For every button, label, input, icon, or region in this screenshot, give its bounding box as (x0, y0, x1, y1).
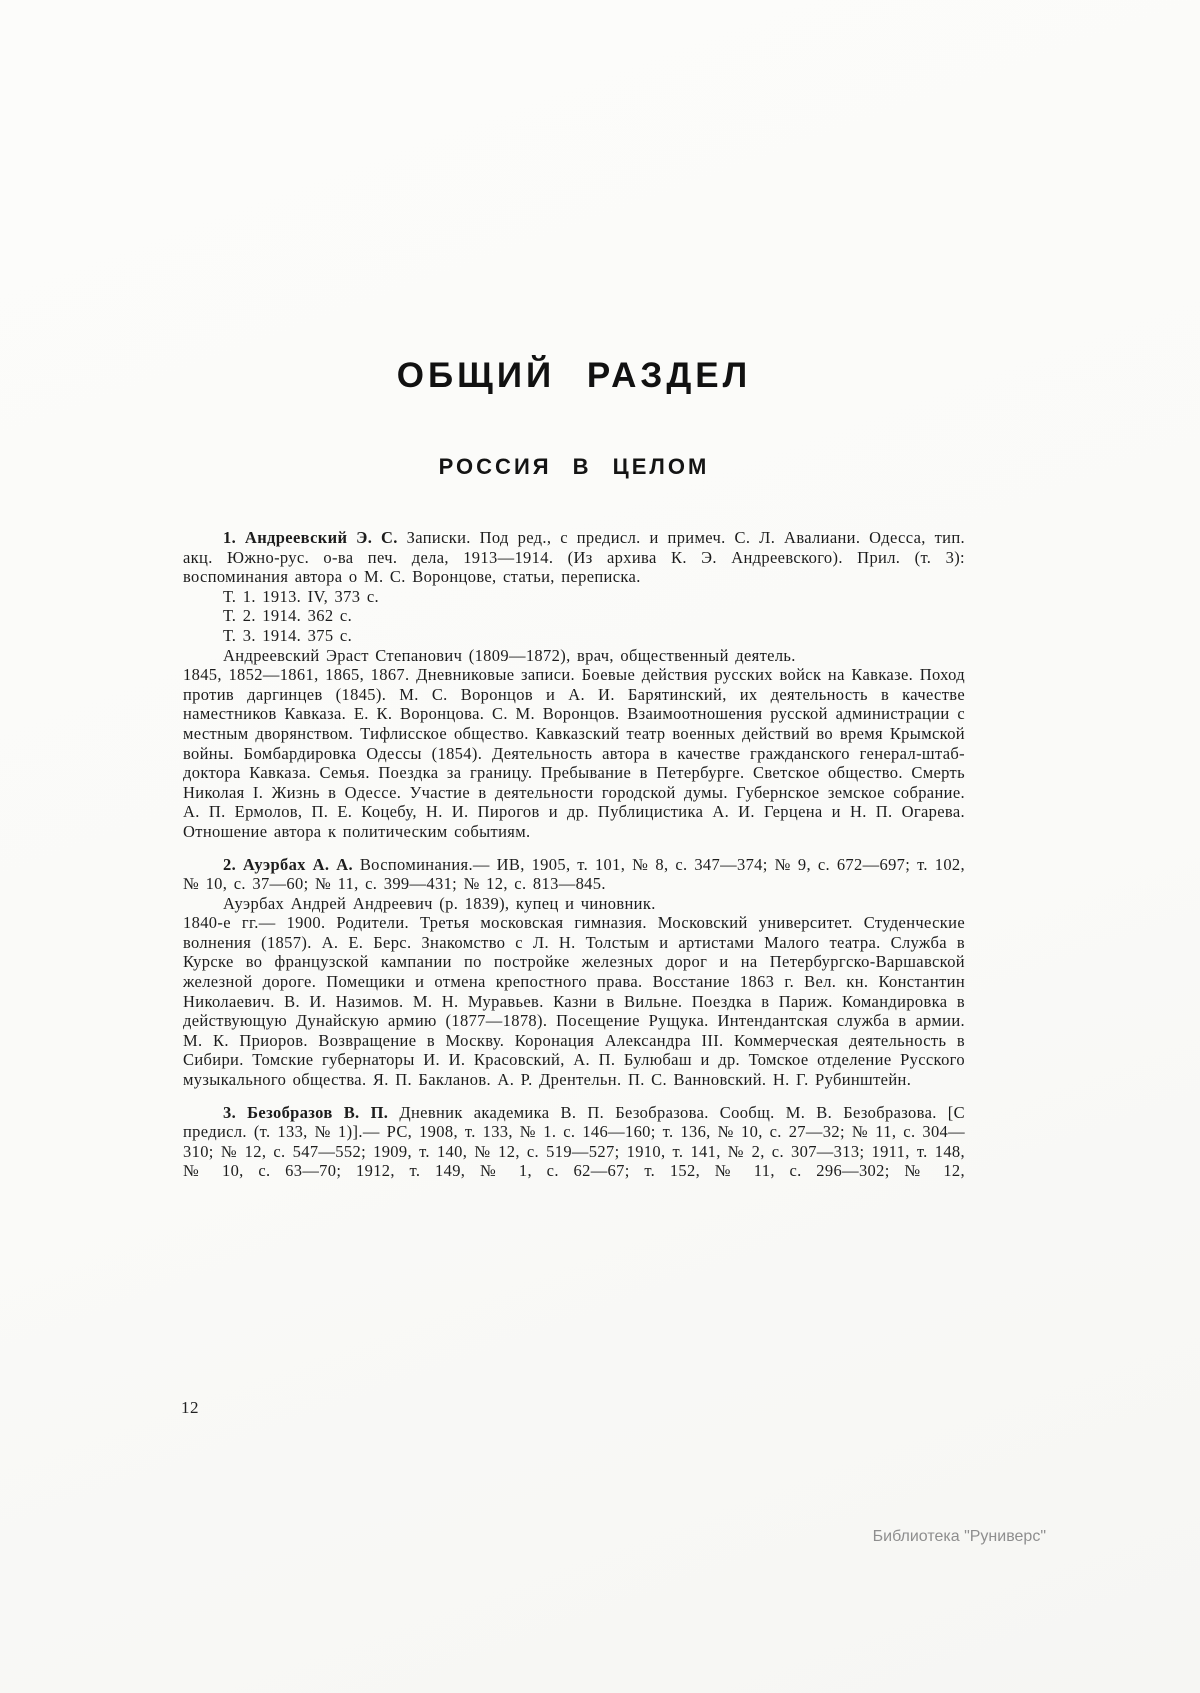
library-watermark: Библиотека "Руниверс" (872, 1528, 1046, 1545)
entry-head-text: Дневник академика В. П. Безобразова. Сообщ. М. В. Безобразова. [С предисл. (т. 133, № 1)].— РС, 1908, т. 133, № 1. с. 146—160; т. 136, № 10, с. 27—32; № 11, с. 304—310; № 12, с. 547—552; 1909, т. 140, № 12, с. 519—527; 1910, т. 141, № 2, с. 307—313; 1911, т. 148, № 10, с. 63—70; 1912, т. 149, № 1, с. 62—67; т. 152, № 11, с. 296—302; № 12, (183, 1102, 966, 1181)
entry-head (183, 1103, 965, 1181)
volume-line: Т. 1. 1913. IV, 373 с. (223, 586, 379, 606)
page-title: ОБЩИЙ РАЗДЕЛ (396, 356, 752, 395)
section-subtitle: РОССИЯ В ЦЕЛОМ (438, 454, 710, 479)
entry-lead: 2. Ауэрбах А. А. (223, 854, 353, 874)
annotation-paragraph: 1840-е гг.— 1900. Родители. Третья московская гимназия. Московский университет. Студенческие волнения (1857). А. Е. Берс. Знакомство с Л. Н. Толстым и артистами Малого театра. Служба в Курске во французской кампании по постройке железных дорог и на Петербургско-Варшавской железной дороге. Помещики и отмена крепостного права. Восстание 1863 г. Вел. кн. Константин Николаевич. В. И. Назимов. М. Н. Муравьев. Казни в Вильне. Поездка в Париж. Командировка в действующую Дунайскую армию (1877—1878). Посещение Рущука. Интендантская служба в армии. М. К. Приоров. Возвращение в Москву. Коронация Александра III. Коммерческая деятельность в Сибири. Томские губернаторы И. И. Красовский, А. П. Булюбаш и др. Томское отделение Русского музыкального общества. Я. П. Бакланов. А. Р. Дрентельн. П. С. Ванновский. Н. Г. Рубинштейн. (183, 913, 965, 1090)
bib-entry-3 (183, 1103, 965, 1181)
bib-entry-1 (183, 528, 965, 842)
bib-entry-2 (183, 855, 965, 1090)
entry-head (183, 855, 965, 894)
volume-line: Т. 3. 1914. 375 с. (223, 625, 353, 645)
volume-line: Т. 2. 1914. 362 с. (223, 606, 353, 626)
bio-paragraph: Андреевский Эраст Степанович (1809—1872), врач, общественный деятель. (223, 645, 796, 665)
entry-lead: 3. Безобразов В. П. (223, 1102, 389, 1122)
entry-head (183, 528, 965, 587)
entry-lead: 1. Андреевский Э. С. (223, 528, 398, 547)
entry-head-text: Воспоминания.— ИВ, 1905, т. 101, № 8, с. 347—374; № 9, с. 672—697; т. 102, № 10, с. 37—60; № 11, с. 399—431; № 12, с. 813—845. (183, 854, 965, 894)
bio-paragraph: Ауэрбах Андрей Андреевич (р. 1839), купец и чиновник. (223, 893, 656, 913)
annotation-paragraph: 1845, 1852—1861, 1865, 1867. Дневниковые записи. Боевые действия русских войск на Кавказе. Поход против даргинцев (1845). М. С. Воронцов и А. И. Барятинский, их деятельность в качестве наместников Кавказа. Е. К. Воронцова. С. М. Воронцов. Взаимоотношения русской администрации с местным дворянством. Тифлисское общество. Кавказский театр военных действий во время Крымской войны. Бомбардировка Одессы (1854). Деятельность автора в качестве гражданского генерал-штаб-доктора Кавказа. Семья. Поездка за границу. Пребывание в Петербурге. Светское общество. Смерть Николая I. Жизнь в Одессе. Участие в деятельности городской думы. Губернское земское собрание. А. П. Ермолов, П. Е. Коцебу, Н. И. Пирогов и др. Публицистика А. И. Герцена и Н. П. Огарева. Отношение автора к политическим событиям. (183, 665, 965, 841)
entry-head-text: Записки. Под ред., с предисл. и примеч. С. Л. Авалиани. Одесса, тип. акц. Южно-рус. о-ва печ. дела, 1913—1914. (Из архива К. Э. Андреевского). Прил. (т. 3): воспоминания автора о М. С. Воронцове, статьи, переписка. (183, 528, 966, 587)
text-column (183, 0, 965, 1181)
page-number: 12 (181, 1398, 199, 1417)
